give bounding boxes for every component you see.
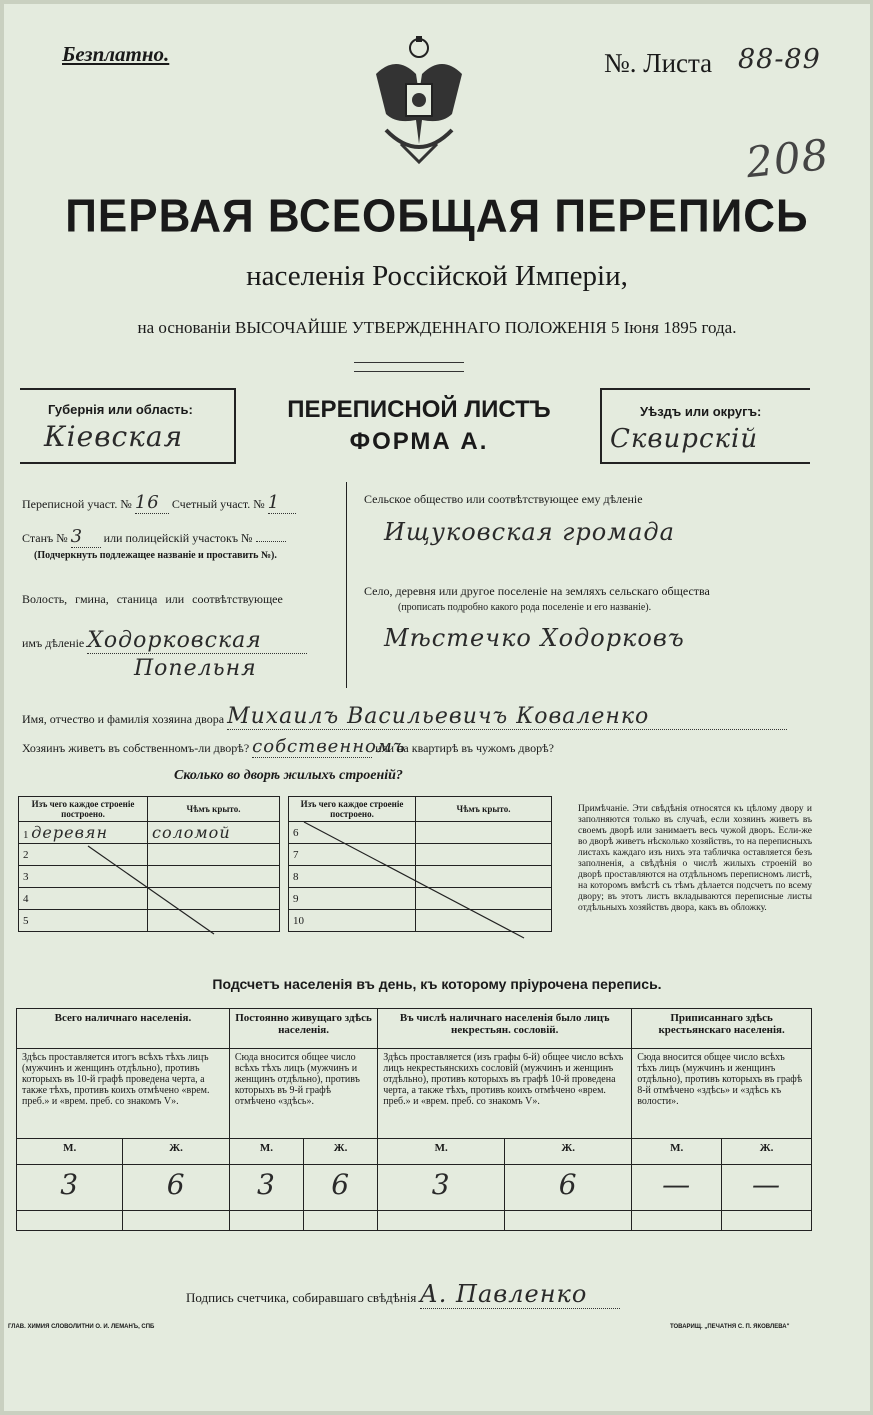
underline-note: (Подчеркнуть подлежащее названіе и проставить №). — [34, 550, 277, 561]
table-row: 4 — [19, 888, 280, 910]
total-f: 6 — [123, 1165, 229, 1211]
volost-label-2: имъ дѣленіе — [22, 636, 85, 650]
community-label: Сельское общество или соотвѣтствующее ему дѣленіе — [364, 492, 643, 506]
table-row: 8 — [289, 866, 552, 888]
province-label: Губернія или область: — [48, 402, 193, 417]
village-label: Село, деревня или другое поселеніе на земляхъ сельскаго общества — [364, 584, 710, 598]
col-roof: Чѣмъ крыто. — [148, 797, 280, 822]
population-heading: Подсчетъ населенія въ день, къ которому пріурочена перепись. — [212, 976, 662, 992]
free-label: Безплатно. — [62, 42, 170, 66]
permanent-m: 3 — [229, 1165, 303, 1211]
police-label: или полицейскій участокъ № — [103, 531, 253, 545]
form-type: ФОРМА А. — [349, 428, 489, 455]
sheet-number-value: 88-89 — [738, 44, 821, 75]
table-row: 1 деревян соломой — [19, 822, 280, 844]
census-district-value: 16 — [135, 492, 169, 514]
stan-label: Станъ № — [22, 531, 68, 545]
footer-right: ТОВАРИЩ. „ПЕЧАТНЯ С. П. ЯКОВЛЕВА" — [670, 1324, 790, 1330]
buildings-note: Примѣчаніе. Эти свѣдѣнія относятся къ цѣлому двору и заполняются только въ случаѣ, если хозяинъ живетъ въ своемъ дворѣ или занимаетъ весь чужой дворъ. Если-же во дворѣ живетъ нѣсколько хозяйствъ, то на переписныхъ листахъ каждаго изъ нихъ эта табличка оставляется безъ заполненія, а свѣдѣнія о числѣ жилыхъ строеній во дворѣ проставляются на отдѣльномъ переписномъ листѣ, на которомъ вмѣстѣ съ тѣмъ дѣлается подсчетъ по всему двору; въ этотъ листъ вкладываются переписные листы отдѣльныхъ хозяйствъ двора, какъ въ обложку. — [578, 804, 812, 913]
subtitle: населенія Россійской Имперіи, — [246, 260, 628, 292]
community-value: Ищуковская громада — [384, 518, 675, 546]
count-district-label: Счетный участ. № — [171, 497, 265, 511]
nonpeasant-m: 3 — [378, 1165, 505, 1211]
table-row: 9 — [289, 888, 552, 910]
volost-label: Волость, гмина, станица или соотвѣтствующее — [22, 592, 283, 606]
village-note: (прописать подробно какого рода поселеніе и его названіе). — [398, 602, 652, 613]
owner-name-value: Михаилъ Васильевичъ Коваленко — [227, 704, 787, 730]
lives-value: собственномъ — [252, 736, 406, 757]
census-sheet — [4, 4, 870, 1411]
table-row: 2 — [19, 844, 280, 866]
sheet-number-label: №. Листа — [604, 48, 713, 78]
owner-name-label: Имя, отчество и фамилія хозяина двора — [22, 712, 225, 726]
district-label: Уѣздъ или округъ: — [640, 404, 762, 419]
stan-value: 3 — [71, 526, 101, 548]
signature-row — [186, 1280, 620, 1309]
basis-line: на основаніи ВЫСОЧАЙШЕ УТВЕРЖДЕННАГО ПОЛОЖЕНІЯ 5 Іюня 1895 года. — [137, 318, 737, 337]
province-value: Кіевская — [44, 420, 184, 453]
census-district-label: Переписной участ. № — [22, 497, 132, 511]
lives-label-2: или на квартирѣ въ чужомъ дворѣ? — [375, 741, 554, 755]
village-value: Мѣстечко Ходорковъ — [384, 624, 685, 652]
nonpeasant-f: 6 — [505, 1165, 632, 1211]
district-value: Сквирскій — [610, 424, 759, 454]
main-title: ПЕРВАЯ ВСЕОБЩАЯ ПЕРЕПИСЬ — [65, 190, 809, 243]
signature-value: А. Павленко — [420, 1280, 620, 1309]
table-row: 5 — [19, 910, 280, 932]
volost-value: Ходорковская — [87, 628, 307, 654]
table-row: 7 — [289, 844, 552, 866]
lives-label: Хозяинъ живетъ въ собственномъ-ли дворѣ? — [22, 741, 250, 755]
peasant-m: — — [632, 1165, 722, 1211]
peasant-f: — — [722, 1165, 812, 1211]
permanent-f: 6 — [304, 1165, 378, 1211]
col-material: Изъ чего каждое строеніе построено. — [19, 797, 148, 822]
table-row: 6 — [289, 822, 552, 844]
form-title: ПЕРЕПИСНОЙ ЛИСТЪ — [287, 396, 551, 423]
population-table: Всего наличнаго населенія. Постоянно живущаго здѣсь населенія. Въ числѣ наличнаго населенія было лицъ некрестьян. сословій. Приписаннаго здѣсь крестьянскаго населенія. Здѣсь проставляется итогъ всѣхъ тѣхъ лицъ (мужчинъ и женщинъ отдѣльно), противъ которыхъ въ 10-й графѣ проведена черта, а также тѣхъ, противъ коихъ отмѣчено «врем. преб.» и «врем. преб. со знакомъ V». Сюда вносится общее число всѣхъ тѣхъ лицъ (мужчинъ и женщинъ отдѣльно), противъ которыхъ въ 9-й графѣ отмѣчено «здѣсь». Здѣсь проставляется (изъ графы 6-й) общее число всѣхъ лицъ некрестьянскихъ сословій (мужчинъ и женщинъ отдѣльно), противъ которыхъ въ графѣ 10-й проведена черта, а также тѣхъ, противъ коихъ отмѣчено «врем. преб.» и «врем. преб. со знакомъ V». Сюда вносится общее число всѣхъ тѣхъ лицъ (мужчинъ и женщинъ отдѣльно), противъ которыхъ въ графѣ 8-й отмѣчено «здѣсь» и «здѣсь къ волости». М. Ж. М. Ж. М. Ж. М. Ж. 3 6 3 6 3 6 — — — [16, 1008, 812, 1231]
count-district-value: 1 — [268, 492, 296, 514]
archive-number: 208 — [743, 129, 832, 188]
buildings-heading: Сколько во дворѣ жилыхъ строеній? — [174, 768, 403, 783]
table-row: 10 — [289, 910, 552, 932]
table-row: 3 — [19, 866, 280, 888]
total-m: 3 — [17, 1165, 123, 1211]
signature-label: Подпись счетчика, собиравшаго свѣдѣнія — [186, 1290, 417, 1305]
footer-left: ГЛАВ. ХИМИЯ СЛОВОЛИТНИ О. И. ЛЕМАНЪ, СПБ — [8, 1324, 155, 1330]
buildings-table-right: Изъ чего каждое строеніе построено. Чѣмъ крыто. 6 7 8 9 10 — [288, 796, 552, 932]
volost-value-2: Попельня — [134, 656, 257, 681]
